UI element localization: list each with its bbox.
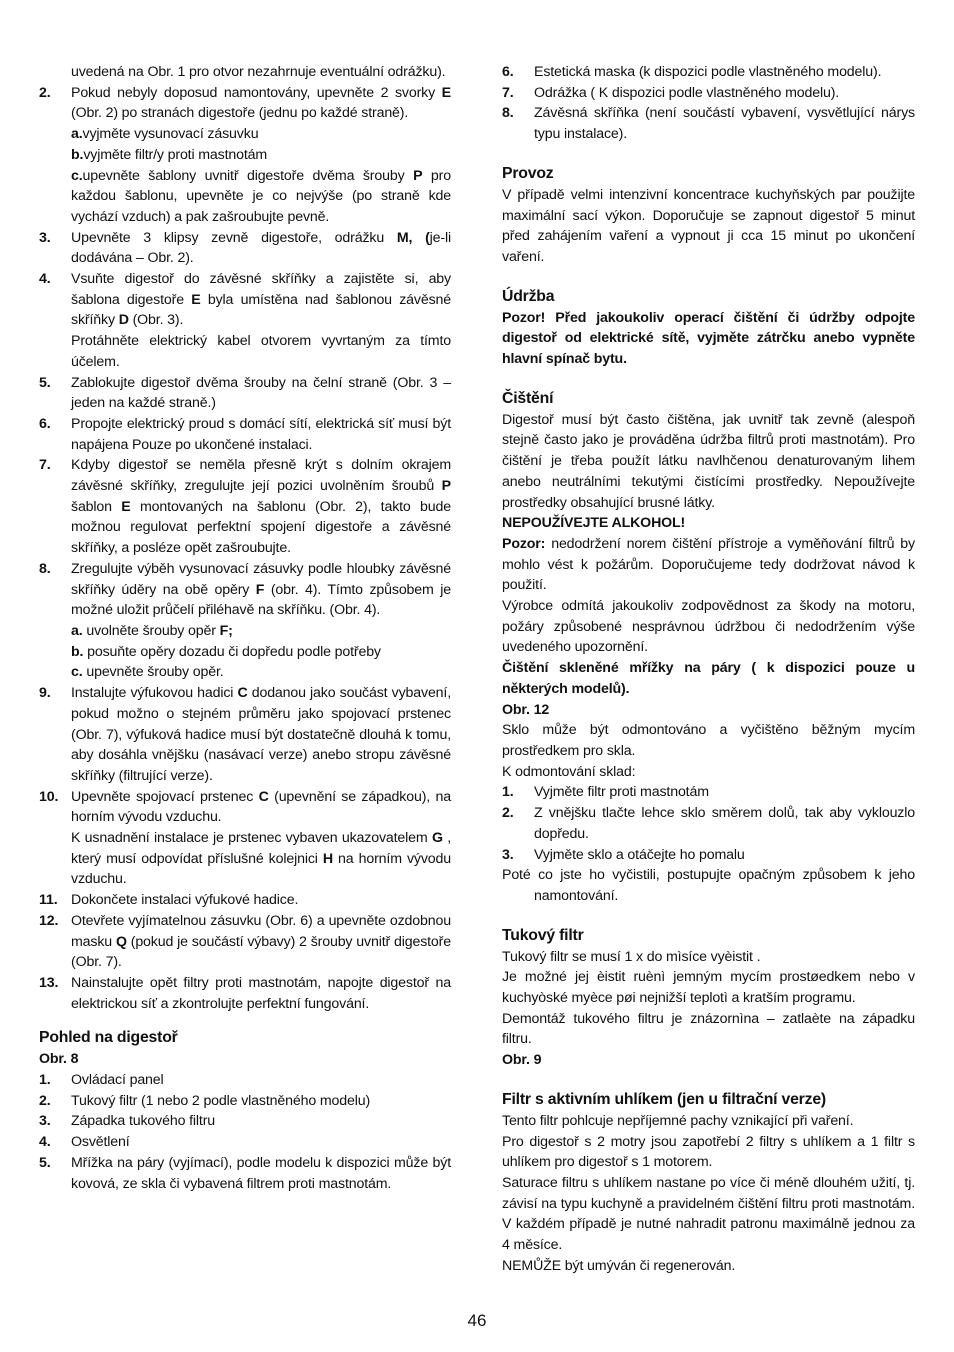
installation-step (39, 373, 451, 414)
item-text (71, 683, 451, 787)
item-number: 2. (39, 84, 51, 101)
item-number: 3. (39, 229, 51, 246)
item-number: 10. (39, 788, 59, 805)
text-run: posuňte opěry dozadu či dopředu podle potřeby (83, 643, 381, 660)
installation-step (39, 890, 451, 911)
installation-step (39, 269, 451, 331)
view-items-list-continued (502, 62, 915, 145)
step-subitem (39, 621, 451, 642)
view-heading: Pohled na digestoř (39, 1029, 178, 1047)
view-item (39, 1070, 451, 1091)
installation-step (39, 455, 451, 559)
step-subitem (39, 166, 451, 228)
bold-run: E (441, 84, 451, 101)
fat-filter-line: Je možné jej èistit ruènì jemným mycím prostøedkem nebo v kuchyòské myèce pøi nejnižší teplotì a kratším programu. (502, 969, 915, 1007)
item-number: 2. (39, 1092, 51, 1109)
installation-steps (39, 83, 451, 1015)
bold-run: F; (219, 622, 233, 639)
installation-step (39, 973, 451, 1014)
item-text (71, 787, 451, 828)
view-item (39, 1132, 451, 1153)
alcohol-warning: NEPOUŽÍVEJTE ALKOHOL! (502, 515, 686, 532)
view-item (502, 103, 915, 144)
carbon-filter-heading: Filtr s aktivním uhlíkem (jen u filtrační verze) (502, 1090, 826, 1108)
text-run: Protáhněte elektrický kabel otvorem vyvrtaným za tímto účelem. (71, 333, 451, 370)
item-number: 6. (502, 64, 514, 80)
item-text (71, 911, 451, 973)
installation-step (39, 559, 451, 621)
text-run: Dokončete instalaci výfukové hadice. (71, 892, 299, 909)
text-run: upevněte šablony uvnitř digestoře dvěma šrouby (82, 167, 414, 184)
bold-run: P (441, 478, 451, 495)
item-text (71, 228, 451, 269)
view-item (39, 1111, 451, 1132)
item-text: Vyjměte sklo a otáčejte ho pomalu (534, 846, 745, 863)
item-text (71, 269, 451, 331)
item-number: 8. (39, 560, 51, 577)
carbon-filter-line: Pro digestoř s 2 motry jsou zapotřebí 2 filtry s uhlíkem a 1 filtr s uhlíkem pro digestoř s 1 motorem. (502, 1133, 915, 1171)
text-run: Vsuňte digestoř do závěsné skříňky a zajistěte si, aby šablona digestoře (71, 271, 451, 308)
text-run: Zregulujte výběh vysunovací zásuvky podle hloubky závěsné skříňky úděry na obě opěry (71, 560, 451, 598)
text-run: pro každou šablonu, upevněte je co nejvýše (po straně kde vychází vzduch) a pak zašroubujte pevně. (71, 167, 451, 225)
cisteni-heading: Čištění (502, 389, 554, 407)
carbon-filter-line: Tento filtr pohlcuje nepříjemné pachy vznikající při vaření. (502, 1112, 854, 1129)
item-number: 1. (502, 784, 514, 801)
item-number: 5. (39, 374, 51, 391)
carbon-filter-line: NEMŮŽE být umýván či regenerován. (502, 1257, 736, 1274)
liability-text: Výrobce odmítá jakoukoliv zodpovědnost za škody na motoru, požáry způsobené nesprávnou údržbou či nedodržením výše uvedeného upozornění. (502, 598, 915, 656)
fat-filter-heading: Tukový filtr (502, 926, 584, 944)
bold-run: a. (71, 622, 83, 639)
text-run: K usnadnění instalace je prstenec vybaven ukazovatelem (71, 830, 432, 847)
view-item (39, 1153, 451, 1194)
item-number: 12. (39, 912, 59, 929)
text-run: dodanou jako součást vybavení, pokud možno o stejném průměru jako spojovací prstenec (Obr. 7), výfuková hadice musí být dostatečně dlouhá k tomu, aby dosáhla vnějšku (nasávací verze) anebo stropu závěsné skříňky (filtrující verze). (71, 685, 452, 784)
provoz-heading: Provoz (502, 164, 554, 182)
view-items-list (39, 1070, 451, 1194)
text-run: Instalujte výfukovou hadici (71, 685, 238, 702)
bold-run: C (258, 788, 269, 805)
text-run: (obr. 4). Tímto způsobem je možné uložit průčelí přiléhavě na skříňku. (Obr. 4). (71, 581, 451, 619)
glass-heading: Čištění skleněné mřížky na páry ( k dispozici pouze u některých modelů). (502, 660, 915, 697)
glass-step (502, 782, 915, 803)
bold-run: D (118, 312, 129, 329)
item-text (71, 559, 451, 621)
item-text: Tukový filtr (1 nebo 2 podle vlastněného modelu) (71, 1092, 371, 1109)
glass-figure-ref: Obr. 12 (502, 701, 550, 718)
glass-step (502, 803, 915, 844)
provoz-text: V případě velmi intenzivní koncentrace kuchyňských par použijte maximální sací výkon. Doporučuje se zapnout digestoř 5 minut před zahájením vaření a vypnout ji cca 15 minut po ukončení vaření. (502, 186, 915, 265)
text-run: upevněte šrouby opěr. (82, 664, 224, 681)
bold-run: F (255, 581, 265, 598)
right-column (502, 62, 915, 1276)
glass-steps-list (502, 782, 915, 865)
item-number: 11. (39, 892, 58, 909)
item-text: Ovládací panel (71, 1072, 164, 1089)
item-text (71, 83, 451, 124)
glass-step (502, 845, 915, 866)
text-run: (pokud je součástí výbavy) 2 šrouby uvnitř digestoře (Obr. 7). (71, 933, 451, 971)
text-run: na horním vývodu vzduchu. (71, 850, 452, 888)
step-subitem (39, 124, 451, 145)
glass-after-text: Poté co jste ho vyčistili, postupujte opačným způsobem k jeho namontování. (502, 867, 915, 904)
item-number: 13. (39, 974, 59, 991)
item-text: Osvětlení (71, 1134, 130, 1151)
udrzba-heading: Údržba (502, 287, 555, 305)
item-text: Vyjměte filtr proti mastnotám (534, 784, 709, 801)
fat-filter-text (502, 947, 915, 1051)
text-run: montovaných na šablonu (Obr. 2), takto bude možnou regulovat perfektní spojení digestoře a závěsné skříňky, a posléze opět zašroubujte. (71, 498, 452, 557)
item-text (71, 455, 451, 559)
pozor-label: Pozor: (502, 535, 546, 552)
bold-run: G (431, 830, 443, 847)
text-run: uvolněte šrouby opěr (82, 622, 220, 639)
item-text (71, 373, 451, 414)
item-text: Mřížka na páry (vyjímací), podle modelu k dispozici může být kovová, ze skla či vybavená filtrem proti mastnotám. (71, 1154, 451, 1192)
bold-run: M, ( (396, 229, 430, 246)
glass-intro: K odmontování sklad: (502, 763, 636, 780)
installation-step (39, 83, 451, 124)
page-number: 46 (467, 1311, 487, 1330)
text-run: byla umístěna nad šablonou závěsné skříňky (71, 291, 452, 329)
text-run: (Obr. 3). (128, 312, 184, 329)
bold-run: b. (71, 146, 84, 163)
view-item (502, 62, 915, 83)
item-number: 8. (502, 105, 514, 122)
item-number: 4. (39, 271, 51, 288)
text-run: Pokud nebyly doposud namontovány, upevněte 2 svorky (71, 84, 442, 101)
carbon-filter-line: Saturace filtru s uhlíkem nastane po více či méně dlouhém užití, tj. závisí na typu kuchyně a pravidelném čištění filtru proti mastnotám. V každém případě je nutné nahradit patronu maximálně jednou za 4 měsíce. (502, 1174, 915, 1254)
text-run: , který musí odpovídat příslušné kolejnici (71, 830, 452, 867)
bold-run: Q (115, 933, 127, 950)
view-item (39, 1091, 451, 1112)
fat-filter-line: Tukový filtr se musí 1 x do mìsíce vyèistit . (502, 948, 761, 965)
glass-text: Sklo může být odmontováno a vyčištěno běžným mycím prostředkem pro skla. (502, 722, 915, 759)
item-text (71, 973, 451, 1014)
fat-filter-figure-ref: Obr. 9 (502, 1052, 542, 1069)
bold-run: a. (71, 126, 83, 143)
step-subitem (39, 642, 451, 663)
item-number: 2. (502, 805, 514, 822)
text-run: Otevřete vyjímatelnou zásuvku (Obr. 6) a upevněte ozdobnou masku (71, 912, 451, 950)
text-run: Zablokujte digestoř dvěma šrouby na čelní straně (Obr. 3 – jeden na každé straně.) (71, 374, 451, 412)
bold-run: c. (71, 664, 83, 681)
item-text (71, 890, 451, 911)
text-run: vyjměte vysunovací zásuvku (82, 126, 259, 143)
carbon-filter-text (502, 1111, 915, 1277)
installation-step (39, 414, 451, 455)
item-text: Západka tukového filtru (71, 1113, 216, 1130)
step-subitem (39, 145, 451, 166)
text-run: Upevněte spojovací prstenec (71, 788, 259, 805)
left-column (39, 62, 451, 1194)
item-number: 4. (39, 1134, 51, 1151)
item-number: 5. (39, 1154, 51, 1171)
bold-run: E (121, 498, 131, 515)
view-item (502, 83, 915, 104)
bold-run: P (413, 167, 423, 184)
pozor-text: nedodržení norem čištění přístroje a vyměňování filtrů by mohlo vést k požárům. Doporučujeme tedy dodržovat návod k použití. (502, 535, 915, 594)
item-number: 7. (39, 457, 51, 474)
item-text (71, 414, 451, 455)
step-subitem (39, 662, 451, 683)
installation-step (39, 683, 451, 787)
step-subitem (39, 331, 451, 372)
text-run: Propojte elektrický proud s domácí sítí, elektrická síť musí být napájena Pouze po ukončené instalaci. (71, 415, 451, 453)
bold-run: E (191, 291, 201, 308)
bold-run: H (322, 850, 333, 867)
item-number: 3. (39, 1113, 51, 1130)
text-run: (Obr. 2) po stranách digestoře (jednu po každé straně). (71, 105, 409, 122)
item-number: 1. (39, 1072, 51, 1089)
text-run: Nainstalujte opět filtry proti mastnotám, napojte digestoř na elektrickou síť a zkontrolujte perfektní fungování. (71, 974, 451, 1012)
installation-step (39, 787, 451, 828)
bold-run: b. (71, 643, 84, 660)
fat-filter-line: Demontáž tukového filtru je znázornìna – zatlaète na západku filtru. (502, 1010, 915, 1048)
item-number: 7. (502, 84, 514, 101)
pozor-paragraph (502, 534, 915, 596)
text-run: vyjměte filtr/y proti mastnotám (83, 146, 268, 163)
text-run: je-li dodávána – Obr. 2). (71, 229, 451, 267)
step-subitem (39, 828, 451, 890)
intro-text: uvedená na Obr. 1 pro otvor nezahrnuje eventuální odrážku). (71, 64, 446, 80)
bold-run: c. (71, 167, 83, 184)
installation-step (39, 911, 451, 973)
bold-run: C (237, 685, 248, 702)
text-run: (upevnění se západkou), na horním vývodu vzduchu. (71, 788, 451, 826)
text-run: šablon (71, 498, 122, 515)
item-number: 3. (502, 846, 514, 863)
item-text: Závěsná skříňka (není součástí vybavení, vysvětlující nárys typu instalace). (534, 105, 915, 143)
item-text: Z vnějšku tlačte lehce sklo směrem dolů, tak aby vyklouzlo dopředu. (534, 805, 915, 842)
udrzba-warning: Pozor! Před jakoukoliv operací čištění či údržby odpojte digestoř od elektrické sítě, vyjměte zátrčku anebo vypněte hlavní spínač bytu. (502, 309, 915, 368)
item-text: Estetická maska (k dispozici podle vlastněného modelu). (534, 64, 882, 80)
cisteni-text: Digestoř musí být často čištěna, jak uvnitř tak zevně (alespoň stejně často jako je prováděna údržba filtrů proti mastnotám). Pro čištění je třeba použít látku navlhčenou denaturovaným lihem anebo neutrálními tekutými čistícími prostředky. Nepoužívejte prostředky obsahující brusné látky. (502, 411, 915, 511)
item-text: Odrážka ( K dispozici podle vlastněného modelu). (534, 84, 840, 101)
view-figure-ref: Obr. 8 (39, 1051, 79, 1068)
text-run: Upevněte 3 klipsy zevně digestoře, odrážku (71, 229, 397, 246)
installation-step (39, 228, 451, 269)
item-number: 6. (39, 415, 51, 432)
text-run: Kdyby digestoř se neměla přesně krýt s dolním okrajem závěsné skříňky, zregulujte její pozici uvolněním šroubů (71, 457, 451, 495)
item-number: 9. (39, 685, 51, 702)
